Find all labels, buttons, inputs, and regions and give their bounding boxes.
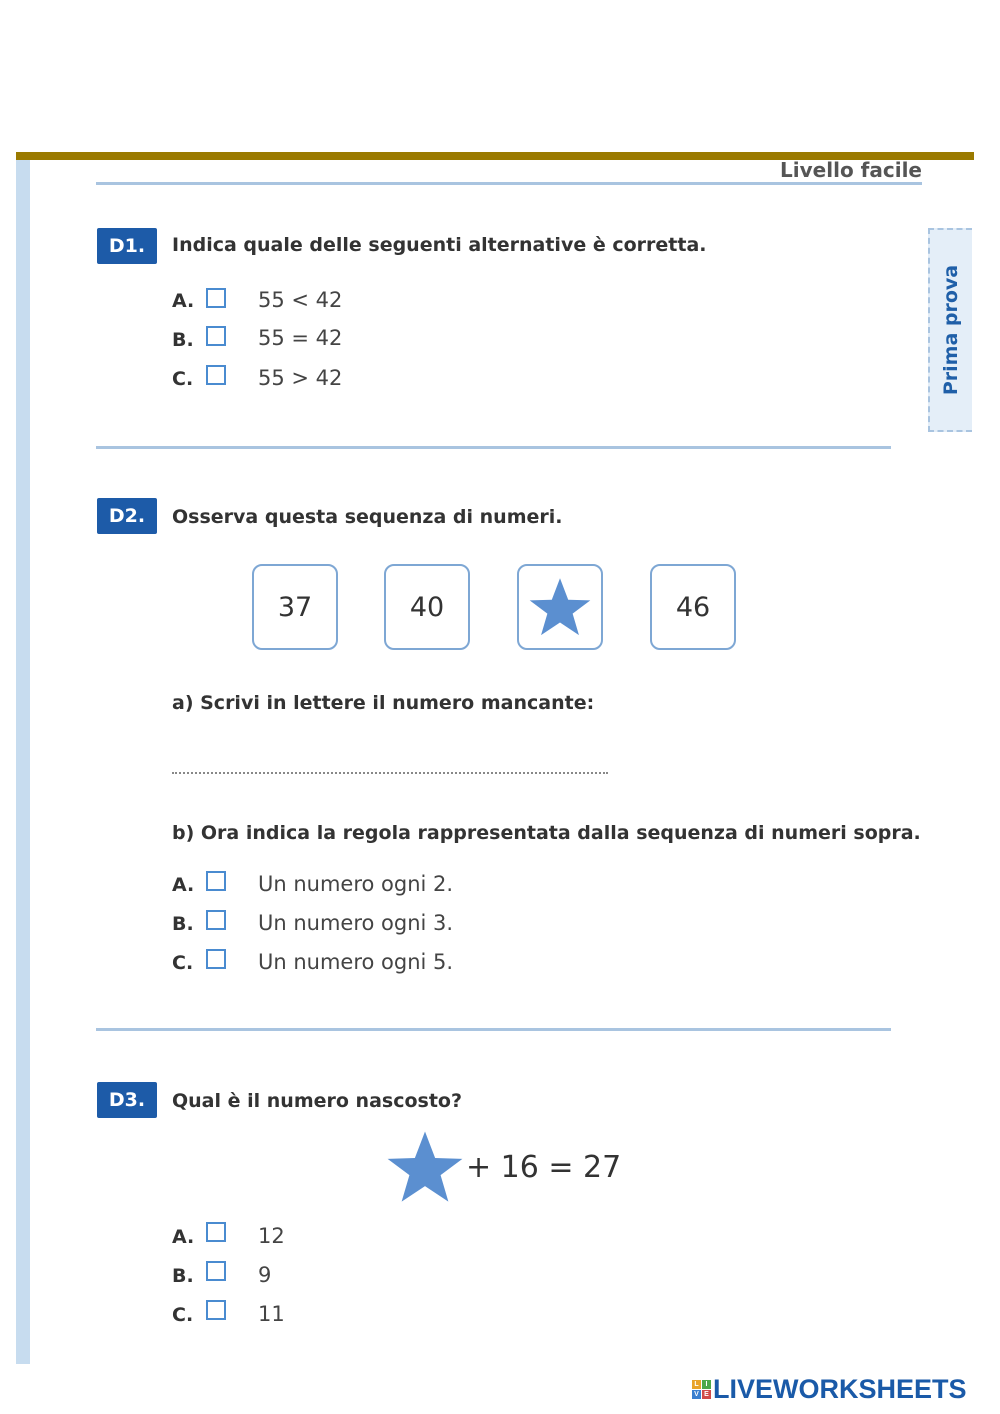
left-margin-bar (16, 160, 30, 1364)
star-icon (528, 577, 592, 637)
d3-option-b-checkbox[interactable] (206, 1261, 226, 1281)
d1-option-b-letter: B. (172, 329, 194, 351)
question-text-d2: Osserva questa sequenza di numeri. (172, 506, 563, 528)
d3-option-c-letter: C. (172, 1304, 194, 1326)
d2-option-b-checkbox[interactable] (206, 910, 226, 930)
section-divider-2 (96, 1028, 891, 1031)
logo-letter-v: V (692, 1390, 701, 1399)
d3-option-b-letter: B. (172, 1265, 194, 1287)
d3-equation: + 16 = 27 (466, 1150, 622, 1185)
d2-option-c-letter: C. (172, 952, 194, 974)
header-divider (96, 182, 922, 185)
d3-option-a-text: 12 (258, 1224, 285, 1248)
d3-option-c-text: 11 (258, 1302, 285, 1326)
level-label: Livello facile (780, 158, 922, 182)
d2-part-b-prompt: b) Ora indica la regola rappresentata dalla sequenza di numeri sopra. (172, 822, 921, 844)
d1-option-c-text: 55 > 42 (258, 366, 343, 390)
question-text-d1: Indica quale delle seguenti alternative è corretta. (172, 234, 707, 256)
liveworksheets-logo (692, 1374, 967, 1405)
d1-option-c-checkbox[interactable] (206, 365, 226, 385)
logo-letter-e: E (702, 1390, 711, 1399)
d2-option-c-checkbox[interactable] (206, 949, 226, 969)
d2-option-a-letter: A. (172, 874, 195, 896)
d2-option-a-checkbox[interactable] (206, 871, 226, 891)
section-divider-1 (96, 446, 891, 449)
d1-option-b-text: 55 = 42 (258, 326, 343, 350)
side-tab (928, 228, 972, 432)
d1-option-a-text: 55 < 42 (258, 288, 343, 312)
d1-option-a-letter: A. (172, 290, 195, 312)
question-badge-d3: D3. (97, 1082, 157, 1118)
d2-part-a-prompt: a) Scrivi in lettere il numero mancante: (172, 692, 595, 714)
sequence-box-1: 37 (252, 564, 338, 650)
logo-letter-i: I (702, 1380, 711, 1389)
d1-option-c-letter: C. (172, 368, 194, 390)
d2-option-a-text: Un numero ogni 2. (258, 872, 454, 896)
side-tab-label: Prima prova (940, 264, 962, 396)
d3-option-b-text: 9 (258, 1263, 272, 1287)
question-badge-d2: D2. (97, 498, 157, 534)
d2-option-c-text: Un numero ogni 5. (258, 950, 454, 974)
d2-option-b-letter: B. (172, 913, 194, 935)
sequence-box-hidden (517, 564, 603, 650)
brand-text: LIVEWORKSHEETS (713, 1374, 967, 1404)
star-icon (386, 1130, 464, 1204)
d2-option-b-text: Un numero ogni 3. (258, 911, 454, 935)
logo-letter-l: L (692, 1380, 701, 1389)
d1-option-b-checkbox[interactable] (206, 326, 226, 346)
logo-grid-icon (692, 1380, 711, 1399)
sequence-box-2: 40 (384, 564, 470, 650)
d3-option-a-checkbox[interactable] (206, 1222, 226, 1242)
d3-option-c-checkbox[interactable] (206, 1300, 226, 1320)
sequence-box-4: 46 (650, 564, 736, 650)
question-badge-d1: D1. (97, 228, 157, 264)
question-text-d3: Qual è il numero nascosto? (172, 1090, 462, 1112)
d3-option-a-letter: A. (172, 1226, 195, 1248)
d2-answer-input[interactable] (172, 752, 608, 774)
d1-option-a-checkbox[interactable] (206, 288, 226, 308)
